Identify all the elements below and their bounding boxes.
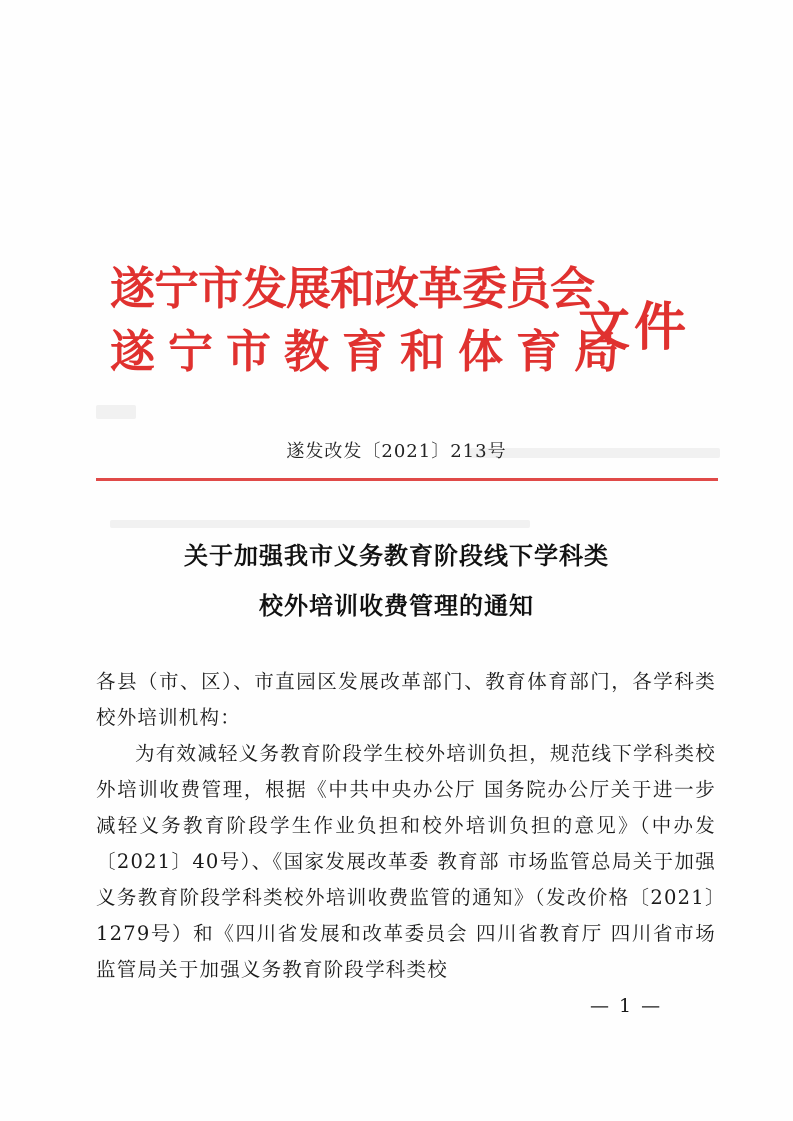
document-body xyxy=(96,664,716,988)
addressee: 各县（市、区）、市直园区发展改革部门、教育体育部门，各学科类校外培训机构： xyxy=(96,670,716,729)
document-title-line-1: 关于加强我市义务教育阶段线下学科类 xyxy=(184,541,609,570)
scan-artifact xyxy=(110,520,530,528)
scan-artifact xyxy=(96,405,136,419)
document-type-label: 文件 xyxy=(578,297,691,358)
body-paragraph-1: 为有效减轻义务教育阶段学生校外培训负担，规范线下学科类校外培训收费管理，根据《中共中央办公厅 国务院办公厅关于进一步减轻义务教育阶段学生作业负担和校外培训负担的意见》（中办发〔2021〕40号）、《国家发展改革委 教育部 市场监管总局关于加强义务教育阶段学科类校外培训收费监管的通知》（发改价格〔2021〕1279号）和《四川省发展和改革委员会 四川省教育厅 四川省市场监管局关于加强义务教育阶段学科类校 xyxy=(96,742,716,981)
issuer-name-education-sports: 遂宁市教育和体育局 xyxy=(110,325,633,378)
issuer-name-development-reform: 遂宁市发展和改革委员会 xyxy=(110,262,595,315)
document-number: 遂发改发〔2021〕213号 xyxy=(286,441,507,462)
page-number: — 1 — xyxy=(590,995,663,1017)
red-separator-rule xyxy=(96,478,718,481)
document-title-line-2: 校外培训收费管理的通知 xyxy=(259,591,534,620)
